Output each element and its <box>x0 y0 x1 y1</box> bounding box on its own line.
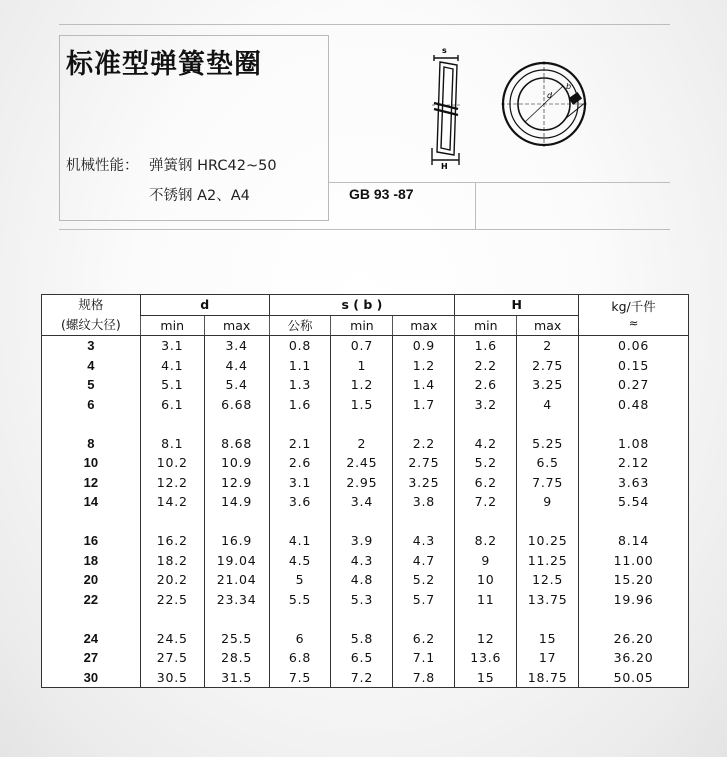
size-cell: 8 <box>87 435 95 451</box>
value-cell: 12.9 <box>204 473 269 493</box>
value-cell: 23.34 <box>204 590 269 610</box>
value-cell: 6.5 <box>517 453 579 473</box>
value-cell: 0.27 <box>579 375 689 395</box>
value-cell: 7.75 <box>517 473 579 493</box>
value-cell: 0.8 <box>269 336 331 356</box>
value-cell: 1.7 <box>393 395 455 415</box>
value-cell: 4.3 <box>393 531 455 551</box>
value-cell: 14.9 <box>204 492 269 512</box>
value-cell: 0.9 <box>393 336 455 356</box>
value-cell: 5.54 <box>579 492 689 512</box>
spacer-cell <box>455 609 517 629</box>
value-cell: 2.6 <box>455 375 517 395</box>
value-cell: 26.20 <box>579 629 689 649</box>
standard-code: GB 93 -87 <box>349 186 414 202</box>
value-cell: 3.2 <box>455 395 517 415</box>
value-cell: 1.6 <box>455 336 517 356</box>
value-cell: 1.5 <box>331 395 393 415</box>
spacer-cell <box>42 512 141 532</box>
spacer-cell <box>331 414 393 434</box>
value-cell: 0.06 <box>579 336 689 356</box>
table-row <box>42 648 689 668</box>
value-cell: 4.3 <box>331 551 393 571</box>
value-cell: 12.2 <box>140 473 204 493</box>
std-divider <box>475 182 476 229</box>
value-cell: 14.2 <box>140 492 204 512</box>
value-cell: 3.25 <box>517 375 579 395</box>
spacer-cell <box>455 512 517 532</box>
value-cell: 2.1 <box>269 434 331 454</box>
value-cell: 31.5 <box>204 668 269 688</box>
value-cell: 4.1 <box>140 356 204 376</box>
value-cell: 5.1 <box>140 375 204 395</box>
size-cell: 18 <box>83 552 99 568</box>
table-row <box>42 492 689 512</box>
top-rule <box>59 24 670 25</box>
spacer-cell <box>140 609 204 629</box>
table-row <box>42 395 689 415</box>
value-cell: 13.75 <box>517 590 579 610</box>
sub-d-min: min <box>140 315 204 336</box>
value-cell: 4.4 <box>204 356 269 376</box>
value-cell: 3.63 <box>579 473 689 493</box>
size-cell: 27 <box>83 650 99 665</box>
value-cell: 10 <box>455 570 517 590</box>
value-cell: 6.68 <box>204 395 269 415</box>
value-cell: 4.5 <box>269 551 331 571</box>
value-cell: 6.1 <box>140 395 204 415</box>
table-row <box>42 668 689 688</box>
value-cell: 2 <box>517 336 579 356</box>
value-cell: 2.2 <box>393 434 455 454</box>
sub-s-max: max <box>393 315 455 336</box>
value-cell: 4.2 <box>455 434 517 454</box>
size-cell: 30 <box>83 669 99 685</box>
size-cell: 5 <box>87 377 95 392</box>
header-spec-sub: (螺纹大径) <box>42 315 141 336</box>
value-cell: 15 <box>455 668 517 688</box>
spacer-cell <box>331 512 393 532</box>
d-label: d <box>547 91 553 100</box>
value-cell: 8.68 <box>204 434 269 454</box>
value-cell: 1 <box>331 356 393 376</box>
header-row-1 <box>42 295 689 316</box>
value-cell: 10.2 <box>140 453 204 473</box>
value-cell: 1.08 <box>579 434 689 454</box>
value-cell: 19.04 <box>204 551 269 571</box>
spacer-cell <box>204 512 269 532</box>
value-cell: 1.6 <box>269 395 331 415</box>
value-cell: 1.4 <box>393 375 455 395</box>
spec-table <box>41 294 689 688</box>
spacer-cell <box>42 414 141 434</box>
size-cell: 12 <box>83 474 99 490</box>
size-cell: 10 <box>83 455 99 470</box>
value-cell: 3.1 <box>269 473 331 493</box>
table-row <box>42 473 689 493</box>
washer-diagram <box>410 45 610 170</box>
value-cell: 22.5 <box>140 590 204 610</box>
sub-h-max: max <box>517 315 579 336</box>
value-cell: 2.2 <box>455 356 517 376</box>
value-cell: 10.9 <box>204 453 269 473</box>
spacer-cell <box>204 414 269 434</box>
table-row <box>42 336 689 356</box>
table-row <box>42 453 689 473</box>
value-cell: 3.4 <box>331 492 393 512</box>
spacer-cell <box>331 609 393 629</box>
size-cell: 16 <box>83 533 99 548</box>
value-cell: 15.20 <box>579 570 689 590</box>
value-cell: 2.75 <box>517 356 579 376</box>
property-line-1: 弹簧钢 HRC42~50 <box>149 158 277 174</box>
size-cell: 22 <box>83 591 99 607</box>
size-cell: 14 <box>83 494 99 509</box>
value-cell: 1.2 <box>331 375 393 395</box>
value-cell: 17 <box>517 648 579 668</box>
value-cell: 7.2 <box>331 668 393 688</box>
value-cell: 9 <box>517 492 579 512</box>
spacer-cell <box>393 414 455 434</box>
table-row <box>42 590 689 610</box>
spacer-cell <box>204 609 269 629</box>
value-cell: 30.5 <box>140 668 204 688</box>
value-cell: 24.5 <box>140 629 204 649</box>
table-row <box>42 629 689 649</box>
value-cell: 12.5 <box>517 570 579 590</box>
header-s-b: s ( b ) <box>269 295 455 316</box>
spacer-cell <box>455 414 517 434</box>
property-line-2: 不锈钢 A2、A4 <box>149 188 250 204</box>
table-row <box>42 570 689 590</box>
side-view-drawing <box>432 55 460 165</box>
value-cell: 2.6 <box>269 453 331 473</box>
value-cell: 16.9 <box>204 531 269 551</box>
value-cell: 6.2 <box>455 473 517 493</box>
value-cell: 1.2 <box>393 356 455 376</box>
spacer-cell <box>140 414 204 434</box>
value-cell: 4.8 <box>331 570 393 590</box>
header-kg-line2: ≈ <box>628 316 639 330</box>
value-cell: 3.9 <box>331 531 393 551</box>
value-cell: 3.6 <box>269 492 331 512</box>
spacer-cell <box>579 512 689 532</box>
value-cell: 1.1 <box>269 356 331 376</box>
value-cell: 5.7 <box>393 590 455 610</box>
value-cell: 4 <box>517 395 579 415</box>
spacer-cell <box>269 609 331 629</box>
value-cell: 15 <box>517 629 579 649</box>
header-kg <box>579 295 689 336</box>
value-cell: 27.5 <box>140 648 204 668</box>
sub-d-max: max <box>204 315 269 336</box>
spacer-cell <box>269 414 331 434</box>
sub-h-min: min <box>455 315 517 336</box>
spacer-cell <box>579 414 689 434</box>
value-cell: 7.8 <box>393 668 455 688</box>
table-row <box>42 551 689 571</box>
value-cell: 18.75 <box>517 668 579 688</box>
size-cell: 4 <box>87 357 95 373</box>
value-cell: 5.5 <box>269 590 331 610</box>
value-cell: 5.2 <box>455 453 517 473</box>
table-row <box>42 531 689 551</box>
value-cell: 10.25 <box>517 531 579 551</box>
value-cell: 2.95 <box>331 473 393 493</box>
header-kg-line1: kg/千件 <box>611 299 656 314</box>
value-cell: 8.1 <box>140 434 204 454</box>
size-cell: 20 <box>83 572 99 587</box>
value-cell: 11.00 <box>579 551 689 571</box>
value-cell: 3.25 <box>393 473 455 493</box>
size-cell: 24 <box>83 630 99 646</box>
value-cell: 3.1 <box>140 336 204 356</box>
value-cell: 13.6 <box>455 648 517 668</box>
spacer-cell <box>140 512 204 532</box>
value-cell: 5.3 <box>331 590 393 610</box>
group-spacer <box>42 414 689 434</box>
value-cell: 6 <box>269 629 331 649</box>
h-label: H <box>441 162 448 170</box>
spacer-cell <box>517 609 579 629</box>
page-title: 标准型弹簧垫圈 <box>66 49 262 80</box>
bottom-rule <box>59 229 670 230</box>
value-cell: 5 <box>269 570 331 590</box>
b-label: b <box>566 82 572 91</box>
value-cell: 1.3 <box>269 375 331 395</box>
middle-rule <box>329 182 670 183</box>
spacer-cell <box>42 609 141 629</box>
value-cell: 4.7 <box>393 551 455 571</box>
header-d: d <box>140 295 269 316</box>
value-cell: 0.7 <box>331 336 393 356</box>
value-cell: 4.1 <box>269 531 331 551</box>
table-row <box>42 356 689 376</box>
value-cell: 0.15 <box>579 356 689 376</box>
value-cell: 8.14 <box>579 531 689 551</box>
group-spacer <box>42 512 689 532</box>
spacer-cell <box>269 512 331 532</box>
value-cell: 3.8 <box>393 492 455 512</box>
value-cell: 7.2 <box>455 492 517 512</box>
property-label: 机械性能： <box>66 158 139 174</box>
value-cell: 11 <box>455 590 517 610</box>
spacer-cell <box>517 512 579 532</box>
value-cell: 7.5 <box>269 668 331 688</box>
value-cell: 7.1 <box>393 648 455 668</box>
sub-s-min: min <box>331 315 393 336</box>
header-spec: 规格 <box>78 297 104 313</box>
s-label: s <box>442 46 447 55</box>
value-cell: 0.48 <box>579 395 689 415</box>
table-row <box>42 434 689 454</box>
value-cell: 2.12 <box>579 453 689 473</box>
size-cell: 3 <box>87 338 95 353</box>
top-view-drawing <box>501 61 587 147</box>
value-cell: 2 <box>331 434 393 454</box>
spacer-cell <box>579 609 689 629</box>
value-cell: 5.25 <box>517 434 579 454</box>
group-spacer <box>42 609 689 629</box>
value-cell: 28.5 <box>204 648 269 668</box>
value-cell: 21.04 <box>204 570 269 590</box>
value-cell: 20.2 <box>140 570 204 590</box>
value-cell: 36.20 <box>579 648 689 668</box>
header-h: H <box>455 295 579 316</box>
value-cell: 18.2 <box>140 551 204 571</box>
value-cell: 6.2 <box>393 629 455 649</box>
table-row <box>42 375 689 395</box>
spacer-cell <box>393 512 455 532</box>
value-cell: 50.05 <box>579 668 689 688</box>
value-cell: 12 <box>455 629 517 649</box>
value-cell: 5.4 <box>204 375 269 395</box>
value-cell: 9 <box>455 551 517 571</box>
value-cell: 16.2 <box>140 531 204 551</box>
value-cell: 5.8 <box>331 629 393 649</box>
spec-table-body <box>42 336 689 688</box>
value-cell: 25.5 <box>204 629 269 649</box>
value-cell: 6.5 <box>331 648 393 668</box>
spacer-cell <box>393 609 455 629</box>
value-cell: 11.25 <box>517 551 579 571</box>
value-cell: 2.45 <box>331 453 393 473</box>
value-cell: 19.96 <box>579 590 689 610</box>
sub-s-nom: 公称 <box>269 315 331 336</box>
spacer-cell <box>517 414 579 434</box>
value-cell: 8.2 <box>455 531 517 551</box>
value-cell: 6.8 <box>269 648 331 668</box>
value-cell: 2.75 <box>393 453 455 473</box>
value-cell: 3.4 <box>204 336 269 356</box>
value-cell: 5.2 <box>393 570 455 590</box>
size-cell: 6 <box>87 396 95 412</box>
